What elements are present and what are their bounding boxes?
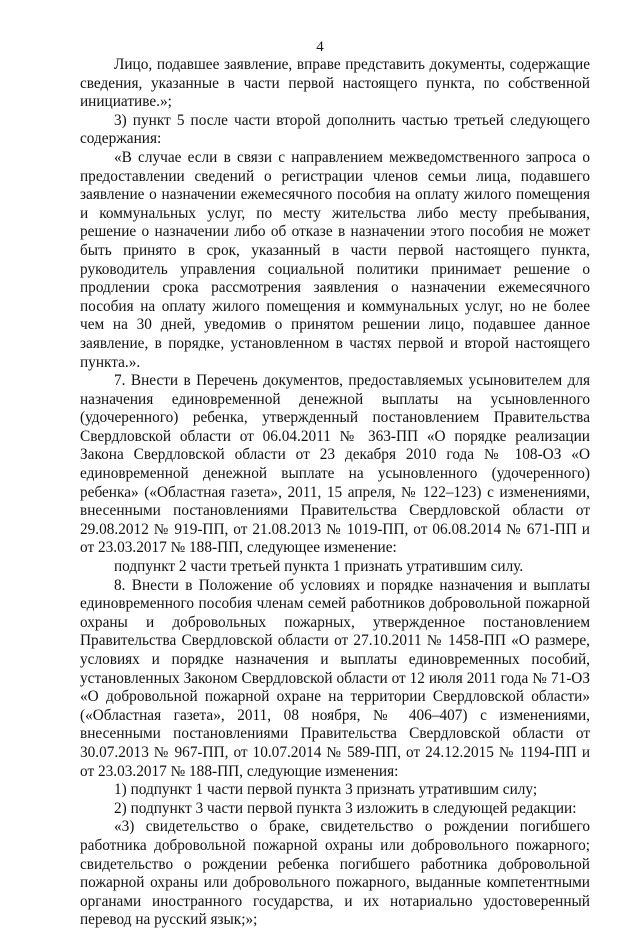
paragraph-item-8-quote: «3) свидетельство о браке, свидетельство о рождении погибшего работника добровольной пожарной охраны или добровольного пожарного; свидетельство о рождении ребенка погибшего работника добровольной пожарной охраны или добровольного пожарного, выданные компетентными органами иностранного государства, и их нотариально удостоверенный перевод на русский язык;»; [80, 818, 590, 929]
page-number: 4 [316, 39, 324, 55]
paragraph-item-7: 7. Внести в Перечень документов, предоставляемых усыновителем для назначения единовременной денежной выплаты на усыновленного (удочеренного) ребенка, утвержденный постановлением Правительства Свердловской области от 06.04.2011 № 363-ПП «О порядке реализации Закона Свердловской области от 23 декабря 2010 года № 108-ОЗ «О единовременной денежной выплате на усыновленного (удочеренного) ребенка» («Областная газета», 2011, 15 апреля, № 122–123) с изменениями, внесенными постановлениями Правительства Свердловской области от 29.08.2012 № 919-ПП, от 21.08.2013 № 1019-ПП, от 06.08.2014 № 671-ПП и от 23.03.2017 № 188-ПП, следующее изменение: [80, 372, 590, 557]
paragraph-quote-extension: «В случае если в связи с направлением межведомственного запроса о предоставлении сведений о регистрации членов семьи лица, подавшего заявление о назначении ежемесячного пособия на оплату жилого помещения и коммунальных услуг, по месту жительства либо месту пребывания, решение о назначении либо об отказе в назначении этого пособия не может быть принято в срок, указанный в части первой настоящего пункта, руководитель управления социальной политики принимает решение о продлении срока рассмотрения заявления о назначении ежемесячного пособия на оплату жилого помещения и коммунальных услуг, но не более чем на 30 дней, уведомив о принятом решении лицо, подавшее данное заявление, в порядке, установленном в частях первой и второй настоящего пункта.». [80, 148, 590, 371]
paragraph-continuation: Лицо, подавшее заявление, вправе представить документы, содержащие сведения, указанные в части первой настоящего пункта, по собственной инициативе.»; [80, 56, 590, 111]
paragraph-item-8: 8. Внести в Положение об условиях и порядке назначения и выплаты единовременного пособия членам семей работников добровольной пожарной охраны и добровольных пожарных, утвержденное постановлением Правительства Свердловской области от 27.10.2011 № 1458-ПП «О размере, условиях и порядке назначения и выплаты единовременных пособий, установленных Законом Свердловской области от 12 июля 2011 года № 71-ОЗ «О добровольной пожарной охране на территории Свердловской области» («Областная газета», 2011, 08 ноября, № 406–407) с изменениями, внесенными постановлениями Правительства Свердловской области от 30.07.2013 № 967-ПП, от 10.07.2014 № 589-ПП, от 24.12.2015 № 1194-ПП и от 23.03.2017 № 188-ПП, следующие изменения: [80, 576, 590, 780]
paragraph-item-8-sub-1: 1) подпункт 1 части первой пункта 3 признать утратившим силу; [114, 781, 538, 799]
document-body [80, 56, 590, 930]
paragraph-item-7-change: подпункт 2 части третьей пункта 1 признать утратившим силу. [114, 558, 524, 576]
paragraph-item-8-sub-2: 2) подпункт 3 части первой пункта 3 изложить в следующей редакции: [114, 799, 577, 817]
paragraph-subitem-3: 3) пункт 5 после части второй дополнить частью третьей следующего содержания: [80, 111, 590, 148]
